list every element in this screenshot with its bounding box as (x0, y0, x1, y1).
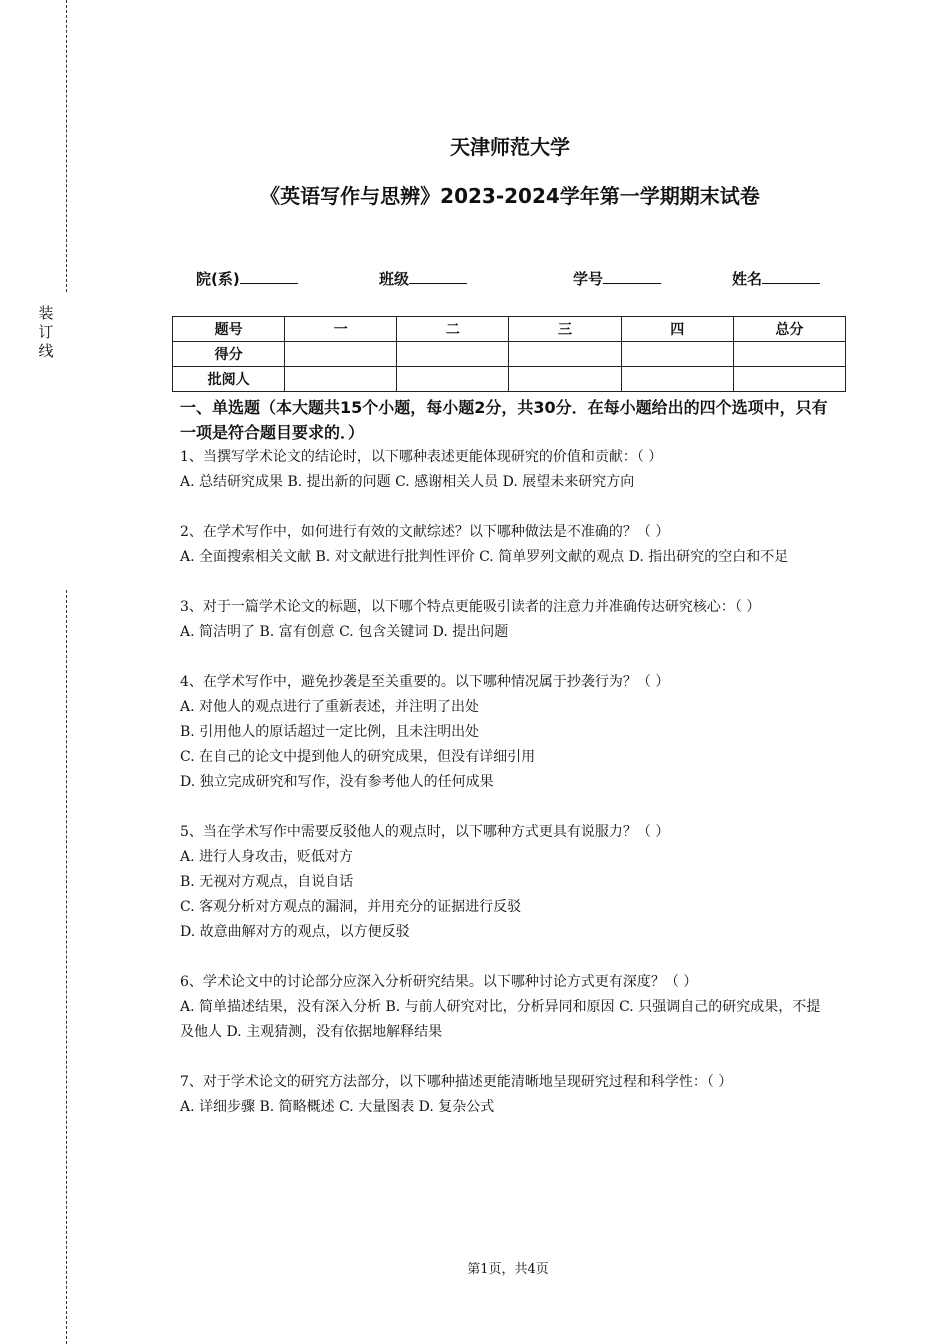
grader-cell[interactable] (397, 367, 509, 392)
option-d: D. 独立完成研究和写作，没有参考他人的任何成果 (180, 774, 494, 790)
column-header: 二 (397, 317, 509, 342)
column-header: 四 (621, 317, 733, 342)
grader-cell[interactable] (285, 367, 397, 392)
question-options: A. 详细步骤 B. 简略概述 C. 大量图表 D. 复杂公式 (180, 1099, 495, 1115)
binding-char: 装 (38, 304, 54, 322)
column-header: 总分 (733, 317, 845, 342)
row-label: 得分 (173, 342, 285, 367)
class-label: 班级 (379, 270, 410, 288)
option-b: B. 无视对方观点，自说自话 (180, 874, 354, 890)
exam-content (180, 395, 832, 1145)
department-blank[interactable] (240, 268, 298, 284)
name-blank[interactable] (762, 268, 820, 284)
question-stem: 2、在学术写作中，如何进行有效的文献综述？以下哪种做法是不准确的？（ ） (180, 524, 670, 540)
class-blank[interactable] (409, 268, 467, 284)
question-options: A. 总结研究成果 B. 提出新的问题 C. 感谢相关人员 D. 展望未来研究方向 (180, 474, 635, 490)
table-row (173, 367, 846, 392)
option-c: C. 在自己的论文中提到他人的研究成果，但没有详细引用 (180, 749, 536, 765)
student-id-field[interactable] (573, 268, 661, 289)
grader-cell[interactable] (621, 367, 733, 392)
option-a: A. 进行人身攻击，贬低对方 (180, 849, 354, 865)
binding-label (37, 304, 55, 361)
column-header: 三 (509, 317, 621, 342)
section-heading: 一、单选题（本大题共15个小题，每小题2分，共30分．在每小题给出的四个选项中，只有一项是符合题目要求的．） (180, 398, 828, 442)
grader-cell[interactable] (509, 367, 621, 392)
row-label: 题号 (173, 317, 285, 342)
question-stem: 4、在学术写作中，避免抄袭是至关重要的。以下哪种情况属于抄袭行为？（ ） (180, 674, 670, 690)
score-table (172, 316, 846, 392)
question-stem: 7、对于学术论文的研究方法部分，以下哪种描述更能清晰地呈现研究过程和科学性：（ ） (180, 1074, 733, 1090)
class-field[interactable] (379, 268, 467, 289)
question-6 (180, 970, 832, 1045)
option-a: A. 对他人的观点进行了重新表述，并注明了出处 (180, 699, 480, 715)
question-options: A. 简洁明了 B. 富有创意 C. 包含关键词 D. 提出问题 (180, 624, 509, 640)
question-3 (180, 595, 832, 645)
binding-char: 订 (38, 323, 54, 341)
score-cell[interactable] (285, 342, 397, 367)
row-label: 批阅人 (173, 367, 285, 392)
question-7 (180, 1070, 832, 1120)
question-stem: 3、对于一篇学术论文的标题，以下哪个特点更能吸引读者的注意力并准确传达研究核心：（ ） (180, 599, 761, 615)
option-c: C. 客观分析对方观点的漏洞，并用充分的证据进行反驳 (180, 899, 522, 915)
student-info-row (0, 268, 950, 290)
question-2 (180, 520, 832, 570)
question-stem: 1、当撰写学术论文的结论时，以下哪种表述更能体现研究的价值和贡献：（ ） (180, 449, 663, 465)
binding-char: 线 (38, 342, 54, 360)
binding-line-bottom (66, 590, 67, 1344)
student-id-label: 学号 (573, 270, 604, 288)
exam-title: 《英语写作与思辨》2023-2024学年第一学期期末试卷 (260, 184, 760, 208)
score-cell[interactable] (733, 342, 845, 367)
student-id-blank[interactable] (603, 268, 661, 284)
score-cell[interactable] (397, 342, 509, 367)
score-cell[interactable] (509, 342, 621, 367)
question-stem: 5、当在学术写作中需要反驳他人的观点时，以下哪种方式更具有说服力？（ ） (180, 824, 670, 840)
table-row (173, 317, 846, 342)
department-field[interactable] (196, 268, 298, 289)
question-options: A. 简单描述结果，没有深入分析 B. 与前人研究对比，分析异同和原因 C. 只强调自己的研究成果，不提及他人 D. 主观猜测，没有依据地解释结果 (180, 999, 821, 1040)
grader-cell[interactable] (733, 367, 845, 392)
option-b: B. 引用他人的原话超过一定比例，且未注明出处 (180, 724, 480, 740)
table-row (173, 342, 846, 367)
score-cell[interactable] (621, 342, 733, 367)
question-options: A. 全面搜索相关文献 B. 对文献进行批判性评价 C. 简单罗列文献的观点 D. 指出研究的空白和不足 (180, 549, 789, 565)
column-header: 一 (285, 317, 397, 342)
question-4 (180, 670, 832, 795)
name-field[interactable] (732, 268, 820, 289)
question-stem: 6、学术论文中的讨论部分应深入分析研究结果。以下哪种讨论方式更有深度？（ ） (180, 974, 698, 990)
question-1 (180, 445, 832, 495)
question-5 (180, 820, 832, 945)
school-name: 天津师范大学 (450, 135, 570, 159)
name-label: 姓名 (732, 270, 763, 288)
option-d: D. 故意曲解对方的观点，以方便反驳 (180, 924, 410, 940)
page-footer: 第1页，共4页 (467, 1262, 549, 1277)
department-label: 院(系) (196, 270, 240, 288)
